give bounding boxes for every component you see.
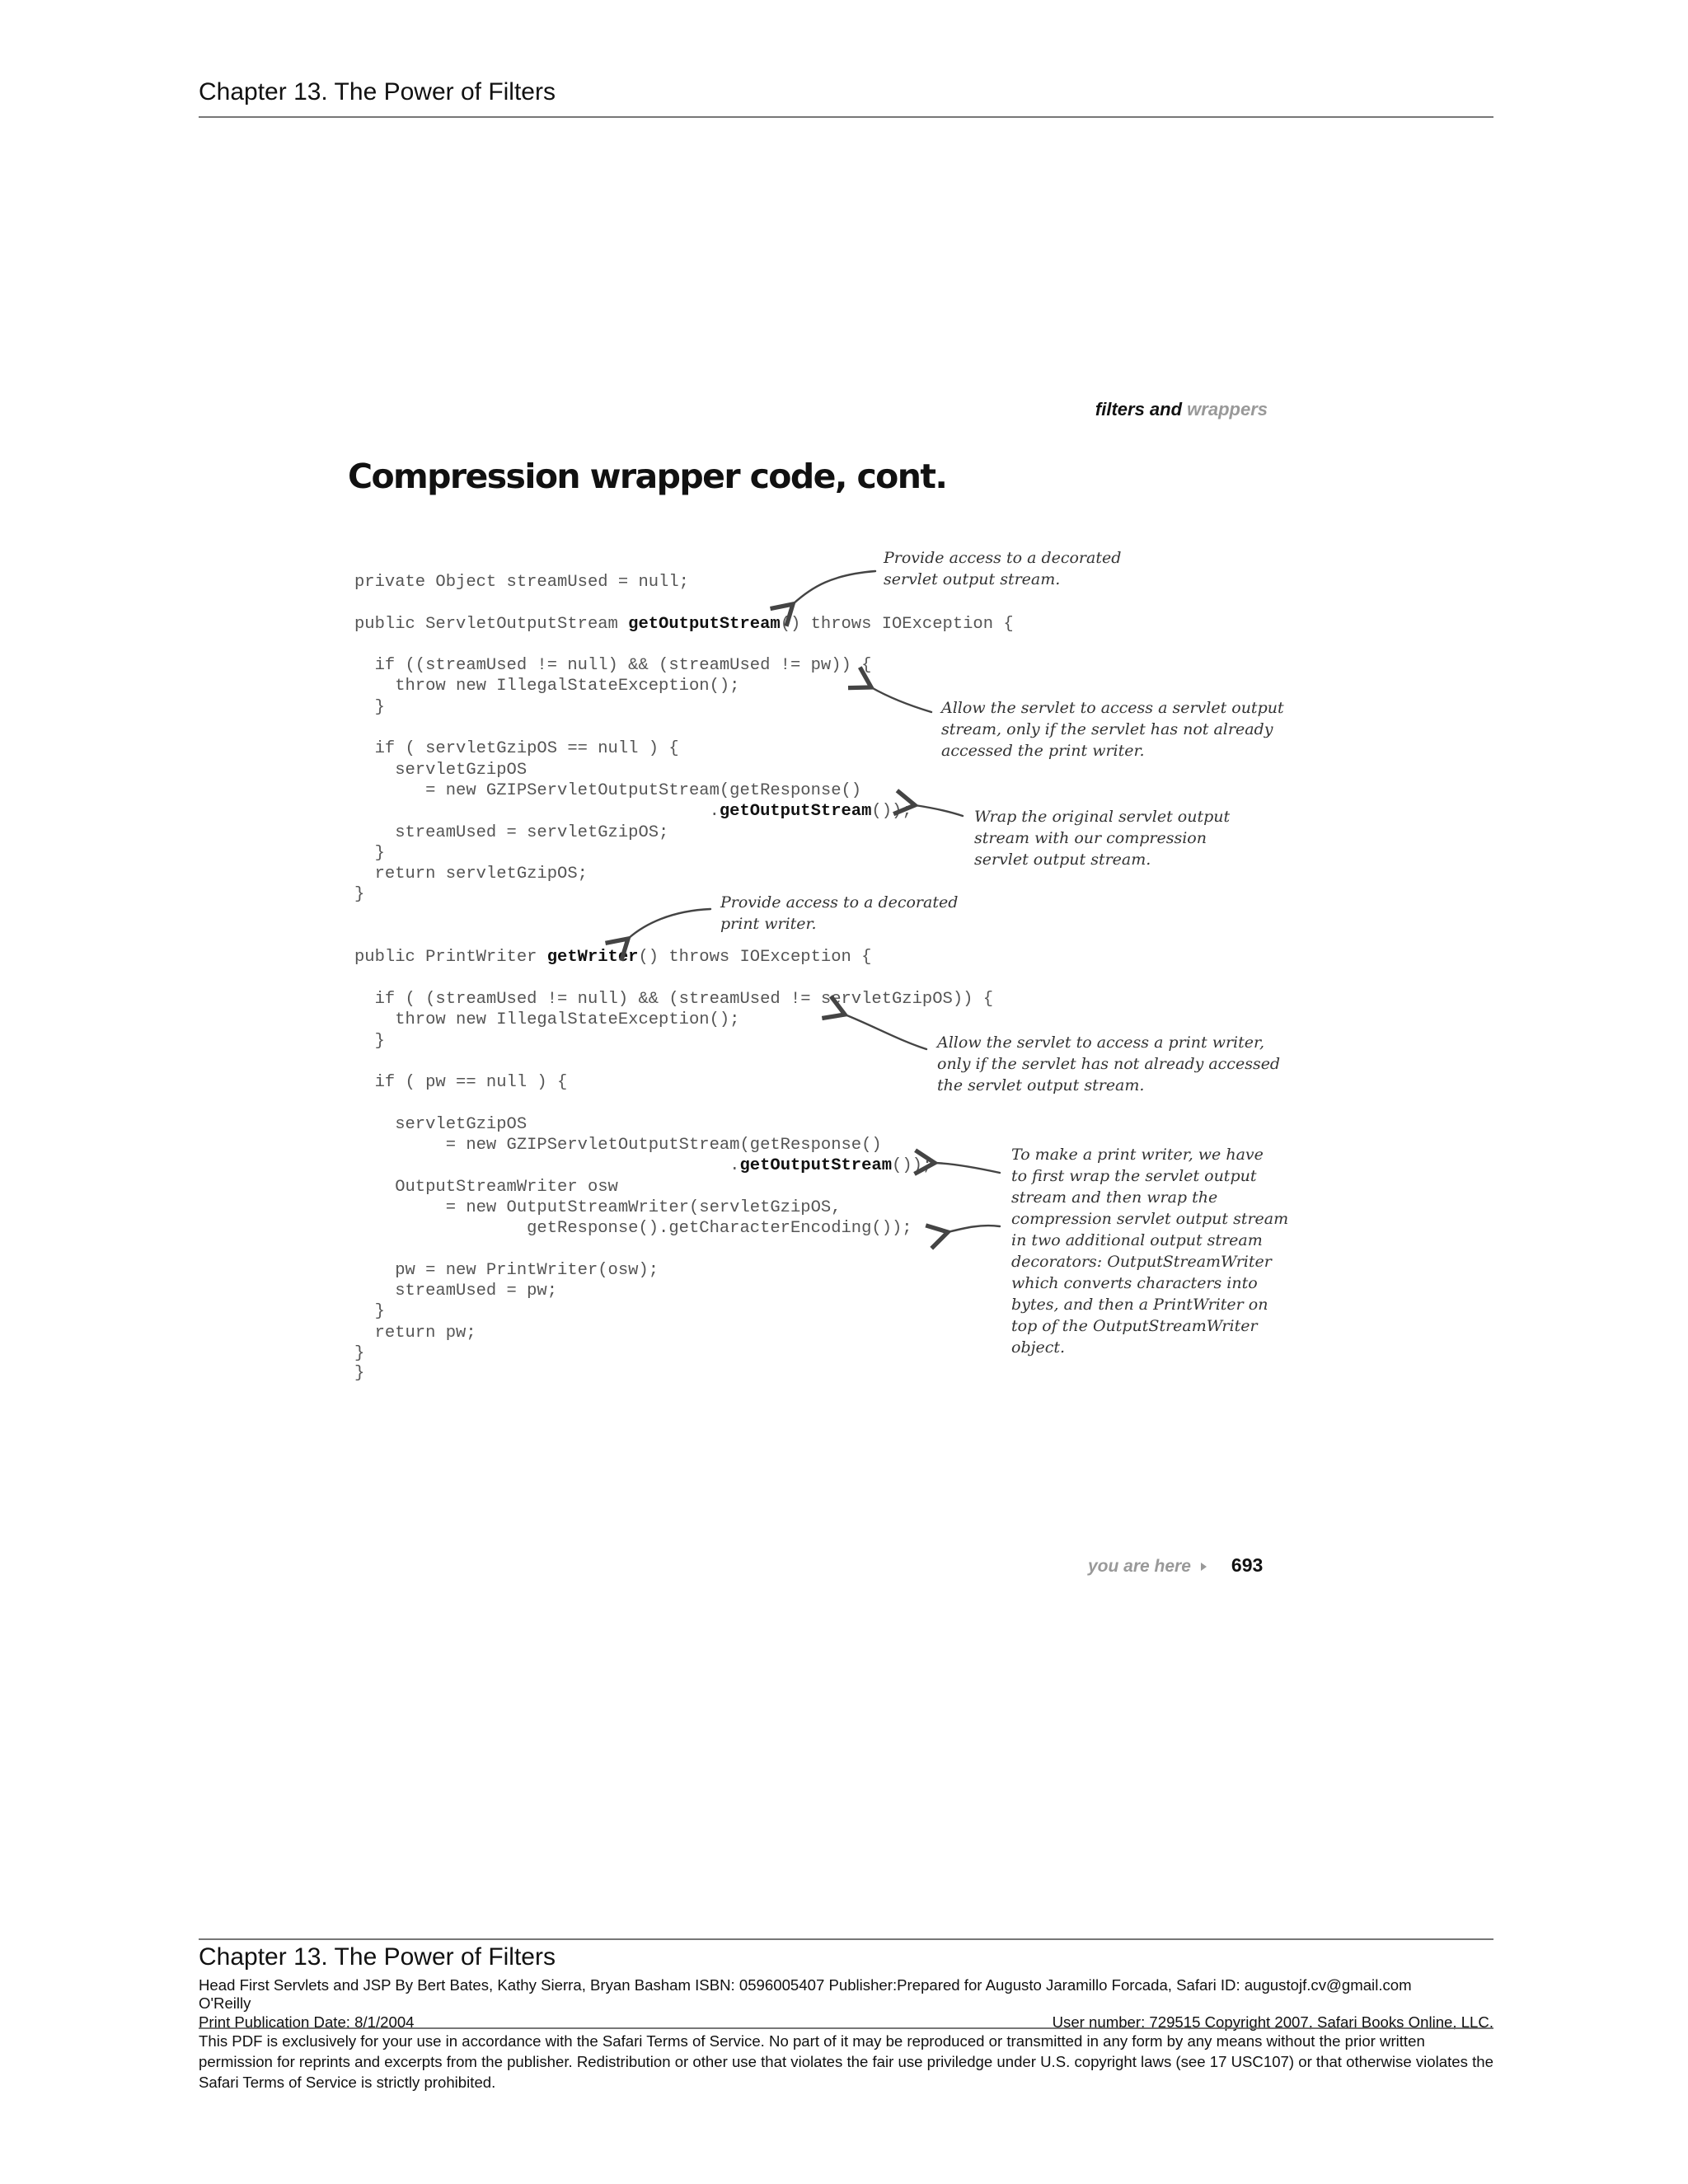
footer-nav	[1088, 1554, 1263, 1577]
footer-pub-date: Print Publication Date: 8/1/2004	[199, 2013, 415, 2031]
method-name: getOutputStream	[739, 1156, 893, 1176]
running-head-part1: filters and	[1095, 399, 1183, 419]
arrow-icon	[793, 571, 875, 604]
arrow-icon	[935, 1163, 1000, 1173]
arrow-icon	[915, 805, 963, 816]
page-number: 693	[1231, 1554, 1264, 1576]
running-head-part2: wrappers	[1187, 399, 1268, 419]
annotation-print-writer-access: Provide access to a decorated print writer.	[720, 893, 959, 933]
annotation-output-stream-access: Provide access to a decorated servlet output stream.	[884, 549, 1122, 588]
footer-rule-mid	[199, 2027, 1493, 2029]
annotation-allow-output-stream: Allow the servlet to access a servlet output stream, only if the servlet has not already accessed the print writer.	[941, 699, 1284, 760]
arrow-icon	[628, 909, 710, 939]
footer-rule-top	[199, 1938, 1493, 1940]
you-are-here-label: you are here	[1088, 1557, 1191, 1576]
method-name: getWriter	[546, 948, 639, 968]
method-name: getOutputStream	[628, 614, 781, 634]
footer-book-line: Head First Servlets and JSP By Bert Bates, Kathy Sierra, Bryan Basham ISBN: 0596005407 Publisher:Prepared for Augusto Jaramillo Forcada, Safari ID: augustojf.cv@gmail.com	[199, 1976, 1412, 1994]
chapter-title: Chapter 13. The Power of Filters	[199, 78, 556, 105]
footer-publisher: O'Reilly	[199, 1994, 251, 2012]
footer-user-info: User number: 729515 Copyright 2007, Safari Books Online, LLC.	[1052, 2013, 1493, 2031]
arrow-icon	[845, 1015, 926, 1049]
annotation-wrap-original: Wrap the original servlet output stream with our compression servlet output stream.	[974, 808, 1231, 869]
section-title: Compression wrapper code, cont.	[348, 457, 947, 496]
code-listing: private Object streamUsed = null; public ServletOutputStream getOutputStream() throws IOException { if ((streamUsed != null) && (streamUsed != pw)) { throw new IllegalStateException(); } if ( servletGzipOS == null ) { servletGzipOS = new GZIPServletOutputStream(getResponse() .getOutputStream()); streamUsed = servletGzipOS; } return servletGzipOS; } public PrintWriter getWriter() throws IOException { if ( (streamUsed != null) && (streamUsed != servletGzipOS)) { throw new IllegalStateException(); } if ( pw == null ) { servletGzipOS = new GZIPServletOutputStream(getResponse() .getOutputStream()); OutputStreamWriter osw = new OutputStreamWriter(servletGzipOS, getResponse().getCharacterEncoding()); pw = new PrintWriter(osw); streamUsed = pw; } return pw; }	[354, 573, 1014, 1363]
arrow-icon	[948, 1226, 1000, 1232]
annotation-make-print-writer: To make a print writer, we have to first wrap the servlet output stream and then wrap the compression servlet output stream in two additional output stream decorators: OutputStreamWriter which converts characters into bytes, and then a PrintWriter on top of the OutputStreamWriter object.	[1011, 1146, 1289, 1357]
method-name: getOutputStream	[719, 802, 872, 822]
closing-brace: }	[354, 1364, 365, 1384]
annotation-allow-print-writer: Allow the servlet to access a print writer, only if the servlet has not already accessed the servlet output stream.	[937, 1033, 1281, 1094]
footer-legal: This PDF is exclusively for your use in accordance with the Safari Terms of Service. No part of it may be reproduced or transmitted in any form by any means without the prior written permission for reprints and excerpts from the publisher. Redistribution or other use that violates the fair use priviledge under U.S. copyright laws (see 17 USC107) or that otherwise violates the Safari Terms of Service is strictly prohibited.	[199, 2032, 1493, 2091]
triangle-right-icon	[1201, 1563, 1207, 1571]
arrow-icon	[871, 687, 931, 712]
footer-chapter-title: Chapter 13. The Power of Filters	[199, 1943, 556, 1971]
